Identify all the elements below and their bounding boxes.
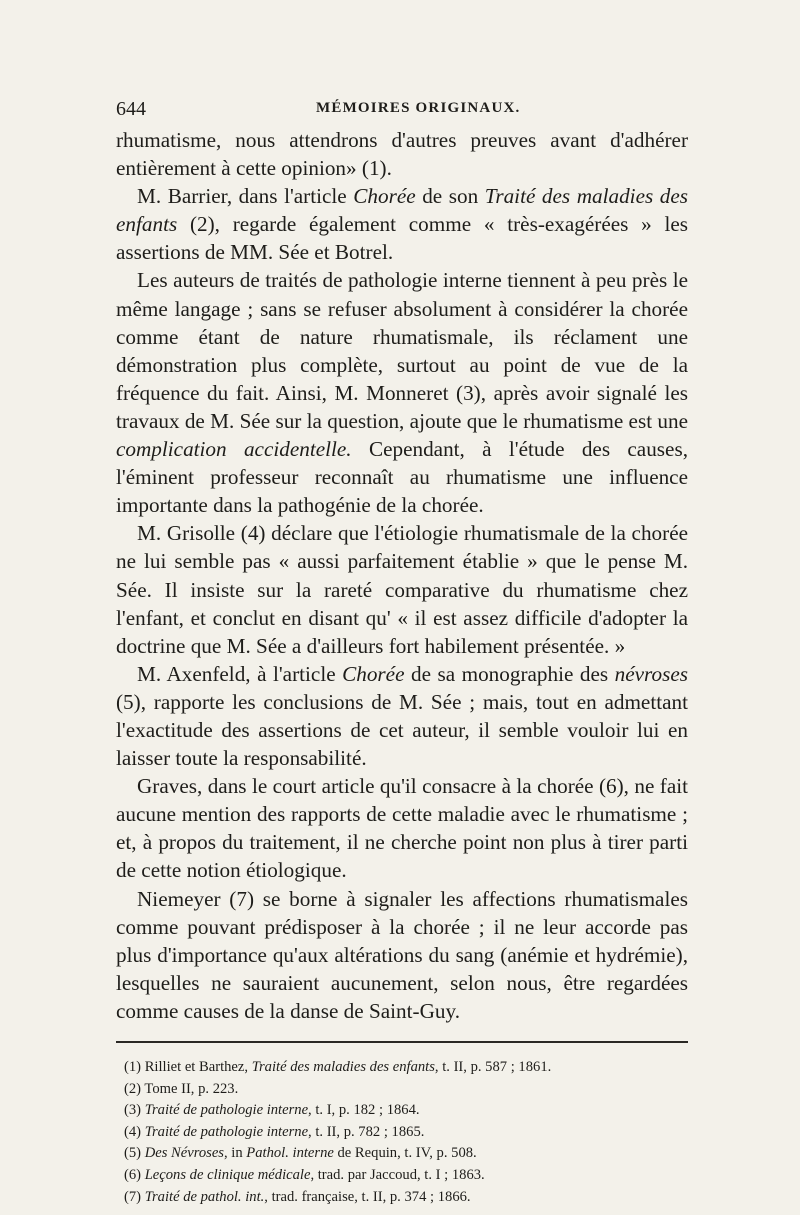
running-title: MÉMOIRES ORIGINAUX. — [316, 100, 521, 116]
page-number: 644 — [116, 98, 146, 120]
running-header — [116, 98, 688, 126]
paragraph-1: rhumatisme, nous attendrons d'autres preuves avant d'adhérer entièrement à cette opinion» (1). — [116, 128, 688, 181]
body-text — [116, 126, 688, 1025]
paragraph-5: M. Axenfeld, à l'article Chorée de sa monographie des névroses (5), rapporte les conclusions de M. Sée ; mais, tout en admettant l'exactitude des assertions de cet auteur, il semble vouloir lui en laisser toute la responsabilité. — [116, 661, 688, 771]
book-page — [116, 98, 688, 1208]
paragraph-3: Les auteurs de traités de pathologie interne tiennent à peu près le même langage ; sans se refuser absolument à considérer la chorée comme étant de nature rhumatismale, ils réclament une démonstration plus complète, surtout au point de vue de la fréquence du fait. Ainsi, M. Monneret (3), après avoir signalé les travaux de M. Sée sur la question, ajoute que le rhumatisme est une complication accidentelle. Cependant, à l'étude des causes, l'éminent professeur reconnaît au rhumatisme une influence importante dans la pathogénie de la chorée. — [116, 268, 688, 518]
paragraph-7: Niemeyer (7) se borne à signaler les affections rhumatismales comme pouvant prédisposer à la chorée ; il ne leur accorde pas plus d'importance qu'aux altérations du sang (anémie et hydrémie), lesquelles ne sauraient aucunement, selon nous, être regardées comme causes de la danse de Saint-Guy. — [116, 886, 688, 1023]
footnote-4: (4) Traité de pathologie interne, t. II, p. 782 ; 1865. — [124, 1123, 425, 1140]
footnote-divider — [116, 1041, 688, 1043]
footnotes — [116, 1057, 688, 1208]
footnote-3: (3) Traité de pathologie interne, t. I, p. 182 ; 1864. — [124, 1102, 420, 1119]
footnote-2: (2) Tome II, p. 223. — [124, 1080, 239, 1097]
footnote-1: (1) Rilliet et Barthez, Traité des maladies des enfants, t. II, p. 587 ; 1861. — [124, 1059, 552, 1075]
paragraph-2: M. Barrier, dans l'article Chorée de son Traité des maladies des enfants (2), regarde également comme « très-exagérées » les assertions de MM. Sée et Botrel. — [116, 184, 689, 265]
footnote-5: (5) Des Névroses, in Pathol. interne de Requin, t. IV, p. 508. — [124, 1145, 477, 1162]
paragraph-6: Graves, dans le court article qu'il consacre à la chorée (6), ne fait aucune mention des rapports de cette maladie avec le rhumatisme ; et, à propos du traitement, il ne cherche point non plus à tirer parti de cette notion étiologique. — [116, 774, 688, 883]
paragraph-4: M. Grisolle (4) déclare que l'étiologie rhumatismale de la chorée ne lui semble pas « aussi parfaitement établie » que le pense M. Sée. Il insiste sur la rareté comparative du rhumatisme chez l'enfant, et conclut en disant qu' « il est assez difficile d'adopter la doctrine que M. Sée a d'ailleurs fort habilement présentée. » — [116, 521, 688, 658]
footnote-7: (7) Traité de pathol. int., trad. française, t. II, p. 374 ; 1866. — [124, 1188, 471, 1205]
footnote-6: (6) Leçons de clinique médicale, trad. par Jaccoud, t. I ; 1863. — [124, 1166, 485, 1183]
